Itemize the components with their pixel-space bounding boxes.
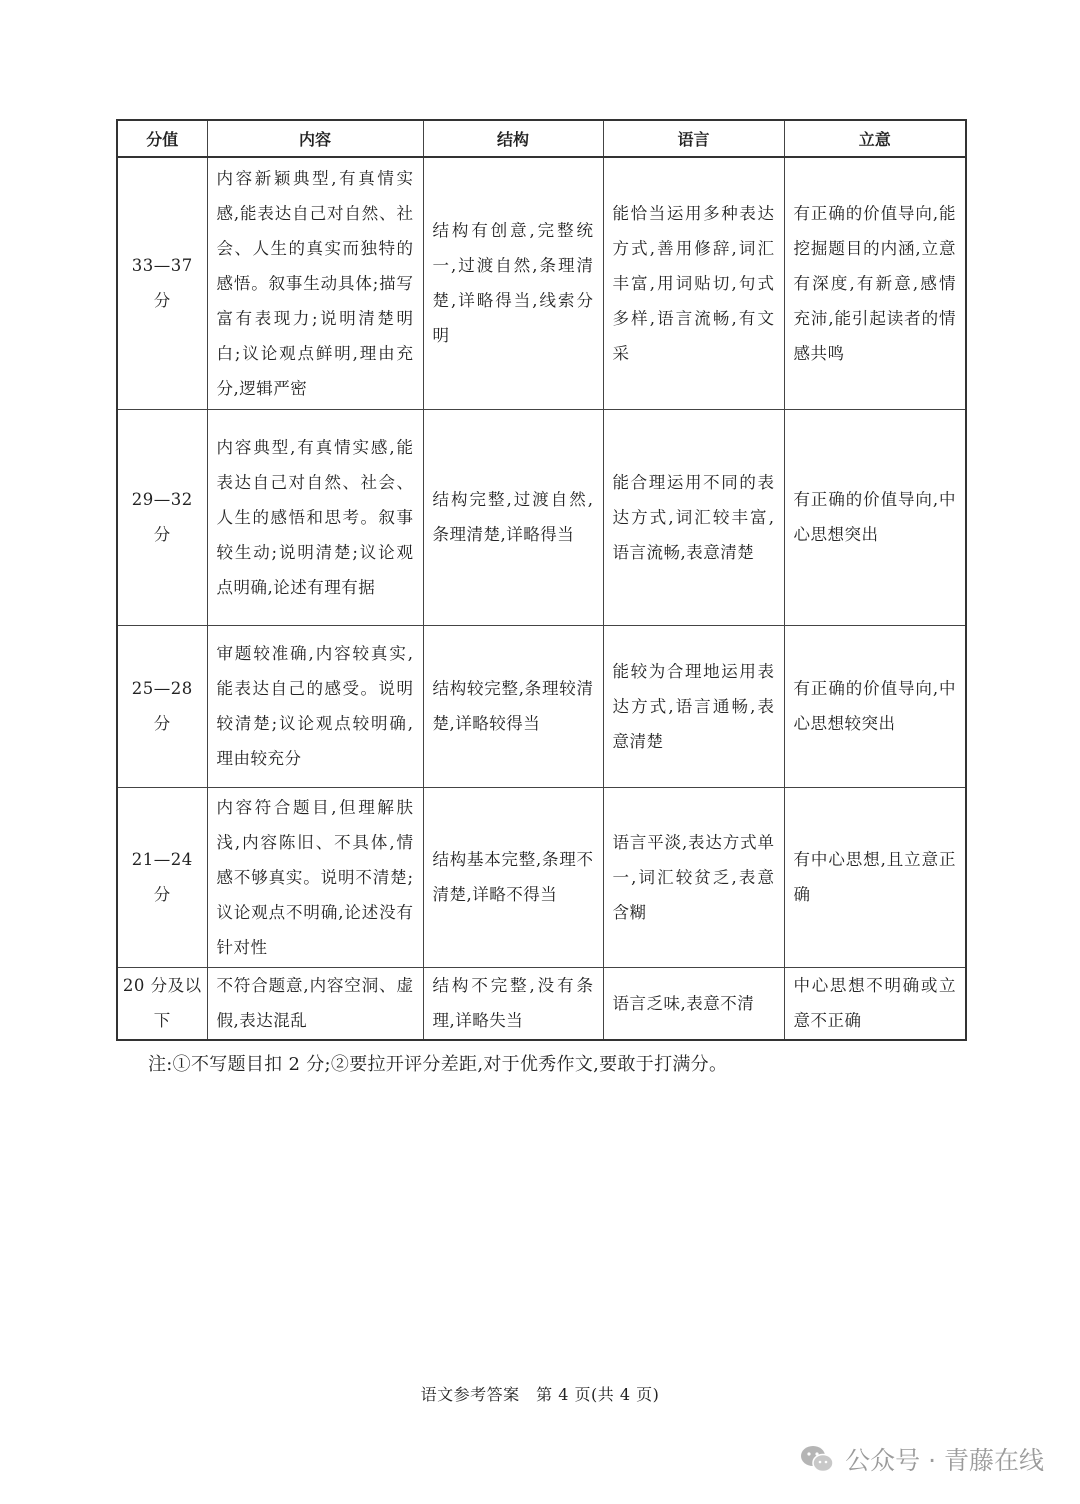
header-score: 分值: [117, 120, 207, 157]
score-cell: 33—37 分: [117, 157, 207, 409]
theme-cell: 有中心思想,且立意正确: [784, 787, 966, 967]
theme-cell: 有正确的价值导向,中心思想突出: [784, 409, 966, 625]
score-cell: 29—32 分: [117, 409, 207, 625]
content-cell: 内容新颖典型,有真情实感,能表达自己对自然、社会、人生的真实而独特的感悟。叙事生动具体;描写富有表现力;说明清楚明白;议论观点鲜明,理由充分,逻辑严密: [207, 157, 423, 409]
language-cell: 能合理运用不同的表达方式,词汇较丰富,语言流畅,表意清楚: [603, 409, 784, 625]
score-cell: 20 分及以下: [117, 967, 207, 1040]
language-cell: 语言平淡,表达方式单一,词汇较贫乏,表意含糊: [603, 787, 784, 967]
language-cell: 能较为合理地运用表达方式,语言通畅,表意清楚: [603, 625, 784, 787]
theme-cell: 有正确的价值导向,能挖掘题目的内涵,立意有深度,有新意,感情充沛,能引起读者的情感共鸣: [784, 157, 966, 409]
structure-cell: 结构基本完整,条理不清楚,详略不得当: [423, 787, 603, 967]
header-structure: 结构: [423, 120, 603, 157]
watermark-text: 公众号 · 青藤在线: [845, 1446, 1044, 1475]
header-language: 语言: [603, 120, 784, 157]
score-cell: 21—24 分: [117, 787, 207, 967]
scoring-note: 注:①不写题目扣 2 分;②要拉开评分差距,对于优秀作文,要敢于打满分。: [148, 1054, 728, 1075]
theme-cell: 有正确的价值导向,中心思想较突出: [784, 625, 966, 787]
table-row: [117, 625, 966, 787]
table-row: [117, 409, 966, 625]
score-cell: 25—28 分: [117, 625, 207, 787]
header-theme: 立意: [784, 120, 966, 157]
content-cell: 审题较准确,内容较真实,能表达自己的感受。说明较清楚;议论观点较明确,理由较充分: [207, 625, 423, 787]
scoring-rubric-table: [116, 119, 967, 1041]
structure-cell: 结构完整,过渡自然,条理清楚,详略得当: [423, 409, 603, 625]
content-cell: 内容典型,有真情实感,能表达自己对自然、社会、人生的感悟和思考。叙事较生动;说明清楚;议论观点明确,论述有理有据: [207, 409, 423, 625]
wechat-icon: [799, 1444, 835, 1474]
structure-cell: 结构不完整,没有条理,详略失当: [423, 967, 603, 1040]
language-cell: 能恰当运用多种表达方式,善用修辞,词汇丰富,用词贴切,句式多样,语言流畅,有文采: [603, 157, 784, 409]
watermark: [799, 1441, 1044, 1477]
table-row: [117, 967, 966, 1040]
table-row: [117, 787, 966, 967]
content-cell: 内容符合题目,但理解肤浅,内容陈旧、不具体,情感不够真实。说明不清楚;议论观点不明确,论述没有针对性: [207, 787, 423, 967]
theme-cell: 中心思想不明确或立意不正确: [784, 967, 966, 1040]
structure-cell: 结构有创意,完整统一,过渡自然,条理清楚,详略得当,线索分明: [423, 157, 603, 409]
language-cell: 语言乏味,表意不清: [603, 967, 784, 1040]
structure-cell: 结构较完整,条理较清楚,详略较得当: [423, 625, 603, 787]
content-cell: 不符合题意,内容空洞、虚假,表达混乱: [207, 967, 423, 1040]
table-header-row: [117, 120, 966, 157]
table-row: [117, 157, 966, 409]
header-content: 内容: [207, 120, 423, 157]
page-footer: 语文参考答案 第 4 页(共 4 页): [420, 1385, 660, 1404]
